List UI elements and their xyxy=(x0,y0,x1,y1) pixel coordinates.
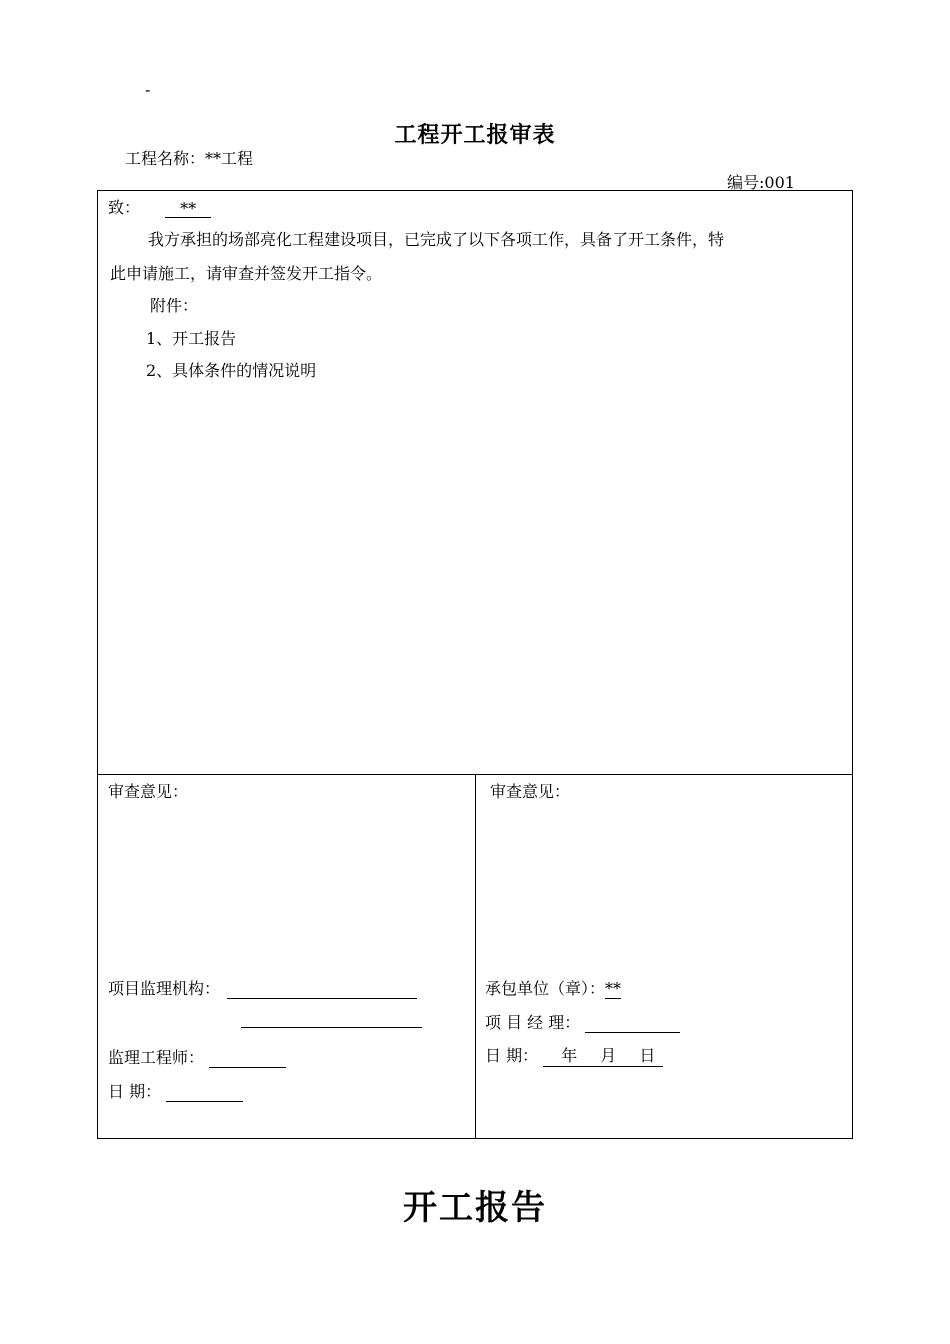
addressee-value: ** xyxy=(165,199,211,218)
contractor-unit xyxy=(485,976,621,999)
attachment-item: 1、开工报告 xyxy=(146,329,237,348)
contractor-date-label: 日 期： xyxy=(485,1046,539,1065)
contractor-unit-label: 承包单位（章）： xyxy=(485,979,606,998)
supervisor-org-line-2 xyxy=(241,1027,422,1028)
project-name xyxy=(125,146,253,169)
request-section xyxy=(97,190,853,775)
contractor-date-month: 月 xyxy=(600,1046,617,1065)
contractor-unit-value: ** xyxy=(605,979,622,998)
contractor-section xyxy=(475,774,853,1139)
attachments-label: 附件： xyxy=(150,296,199,315)
supervisor-date xyxy=(108,1079,243,1102)
supervisor-engineer-label: 监理工程师： xyxy=(108,1048,205,1067)
contractor-review-label: 审查意见： xyxy=(490,782,571,801)
supervisor-org xyxy=(108,976,417,999)
project-name-label: 工程名称： xyxy=(125,149,206,168)
supervisor-org-line xyxy=(227,980,417,999)
request-body-line-2: 此申请施工，请审查并签发开工指令。 xyxy=(110,264,383,283)
contractor-date-year: 年 xyxy=(561,1046,578,1065)
page-dash: - xyxy=(145,80,151,99)
attachment-item: 2、具体条件的情况说明 xyxy=(146,361,317,380)
supervisor-engineer xyxy=(108,1045,286,1068)
supervisor-engineer-line xyxy=(209,1049,286,1068)
contractor-manager xyxy=(485,1010,680,1033)
supervisor-review-label: 审查意见： xyxy=(108,782,189,801)
supervisor-date-line xyxy=(166,1083,243,1102)
addressee xyxy=(108,195,211,218)
contractor-date xyxy=(485,1043,663,1067)
supervisor-section xyxy=(97,774,476,1139)
addressee-label: 致： xyxy=(108,198,141,217)
contractor-manager-line xyxy=(585,1014,680,1033)
contractor-date-field xyxy=(543,1043,663,1067)
form-title: 工程开工报审表 xyxy=(394,122,556,148)
contractor-date-day: 日 xyxy=(639,1046,656,1065)
supervisor-org-label: 项目监理机构： xyxy=(108,979,221,998)
project-name-value: **工程 xyxy=(205,149,254,168)
supervisor-date-label: 日 期： xyxy=(108,1082,162,1101)
report-title: 开工报告 xyxy=(403,1188,547,1228)
serial-label: 编号: xyxy=(727,173,765,192)
contractor-manager-label: 项 目 经 理： xyxy=(485,1013,581,1032)
request-body-line-1: 我方承担的场部亮化工程建设项目，已完成了以下各项工作，具备了开工条件，特 xyxy=(148,230,725,249)
serial-value: 001 xyxy=(764,173,795,192)
